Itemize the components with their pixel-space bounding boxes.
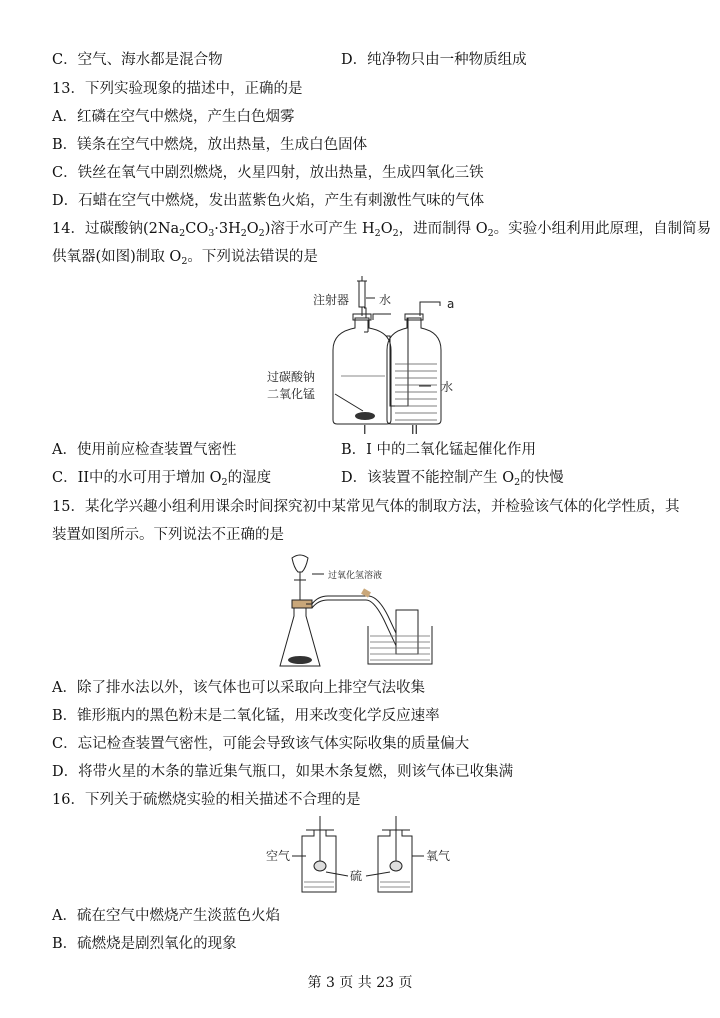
q13-option-c: C．铁丝在氧气中剧烈燃烧，火星四射，放出热量，生成四氧化三铁 xyxy=(52,165,484,181)
q14-stem-line1: 14．过碳酸钠$(2Na_2CO_3\cdot 3H_2O_2)$溶于水可产生 $H_2O_2$，进而制得 $O_2$。实验小组利用此原理，自制简易 xyxy=(52,221,712,239)
powder-icon xyxy=(355,412,375,420)
bottle-1-label: I xyxy=(363,423,367,436)
q13-option-b: B．镁条在空气中燃烧，放出热量，生成白色固体 xyxy=(52,137,368,153)
q15-option-c: C．忘记检查装置气密性，可能会导致该气体实际收集的质量偏大 xyxy=(52,736,470,752)
q12-option-c: C．空气、海水都是混合物 xyxy=(52,52,223,68)
water-label-right: 水 xyxy=(441,380,454,394)
q16-option-b: B．硫燃烧是剧烈氧化的现象 xyxy=(52,936,237,952)
page-footer: 第 3 页 共 23 页 xyxy=(307,975,413,991)
q15-option-d: D．将带火星的木条的靠近集气瓶口，如果木条复燃，则该气体已收集满 xyxy=(52,764,514,780)
q13-option-d: D．石蜡在空气中燃烧，发出蓝紫色火焰，产生有刺激性气味的气体 xyxy=(52,193,485,209)
q15-option-b: B．锥形瓶内的黑色粉末是二氧化锰，用来改变化学反应速率 xyxy=(52,708,440,724)
black-powder-icon xyxy=(288,656,312,664)
syringe-icon xyxy=(359,281,365,307)
q15-stem-line2: 装置如图所示。下列说法不正确的是 xyxy=(52,527,284,543)
water-label-top: 水 xyxy=(379,293,392,307)
funnel-icon xyxy=(292,555,308,572)
oxygen-label: 氧气 xyxy=(426,849,451,863)
gas-jar-icon xyxy=(396,610,418,654)
q14-stem-line2: 供氧器(如图)制取 $O_2$。下列说法错误的是 xyxy=(52,249,318,267)
outlet-label: a xyxy=(447,297,455,311)
q13-option-a: A．红磷在空气中燃烧，产生白色烟雾 xyxy=(52,109,295,125)
reagent-label-2: 二氧化锰 xyxy=(267,387,316,401)
q13-stem: 13．下列实验现象的描述中，正确的是 xyxy=(52,81,303,97)
right-flame-icon xyxy=(390,861,402,871)
syringe-label: 注射器 xyxy=(313,293,350,307)
q12-option-d: D．纯净物只由一种物质组成 xyxy=(341,52,527,68)
q14-option-d: D．该装置不能控制产生 $O_2$的快慢 xyxy=(341,470,564,488)
q16-sulfur-combustion-figure xyxy=(262,816,462,898)
funnel-label: 过氧化氢溶液 xyxy=(328,571,383,581)
air-label: 空气 xyxy=(266,849,291,863)
q14-option-c: C．II中的水可用于增加 $O_2$的湿度 xyxy=(52,470,272,488)
bottle-2-label: II xyxy=(411,423,419,436)
q14-option-a: A．使用前应检查装置气密性 xyxy=(52,442,237,458)
left-flame-icon xyxy=(314,861,326,871)
q14-oxygen-generator-figure xyxy=(255,276,475,436)
q16-option-a: A．硫在空气中燃烧产生淡蓝色火焰 xyxy=(52,908,280,924)
q15-option-a: A．除了排水法以外，该气体也可以采取向上排空气法收集 xyxy=(52,680,425,696)
q15-apparatus-figure xyxy=(278,552,438,674)
reagent-label-1: 过碳酸钠 xyxy=(267,370,316,384)
sulfur-label: 硫 xyxy=(350,869,363,883)
q14-option-b: B．I 中的二氧化锰起催化作用 xyxy=(341,442,536,458)
q16-stem: 16．下列关于硫燃烧实验的相关描述不合理的是 xyxy=(52,792,361,808)
q15-stem-line1: 15．某化学兴趣小组利用课余时间探究初中某常见气体的制取方法，并检验该气体的化学性质，其 xyxy=(52,499,680,515)
bottle-1-icon xyxy=(333,318,391,424)
